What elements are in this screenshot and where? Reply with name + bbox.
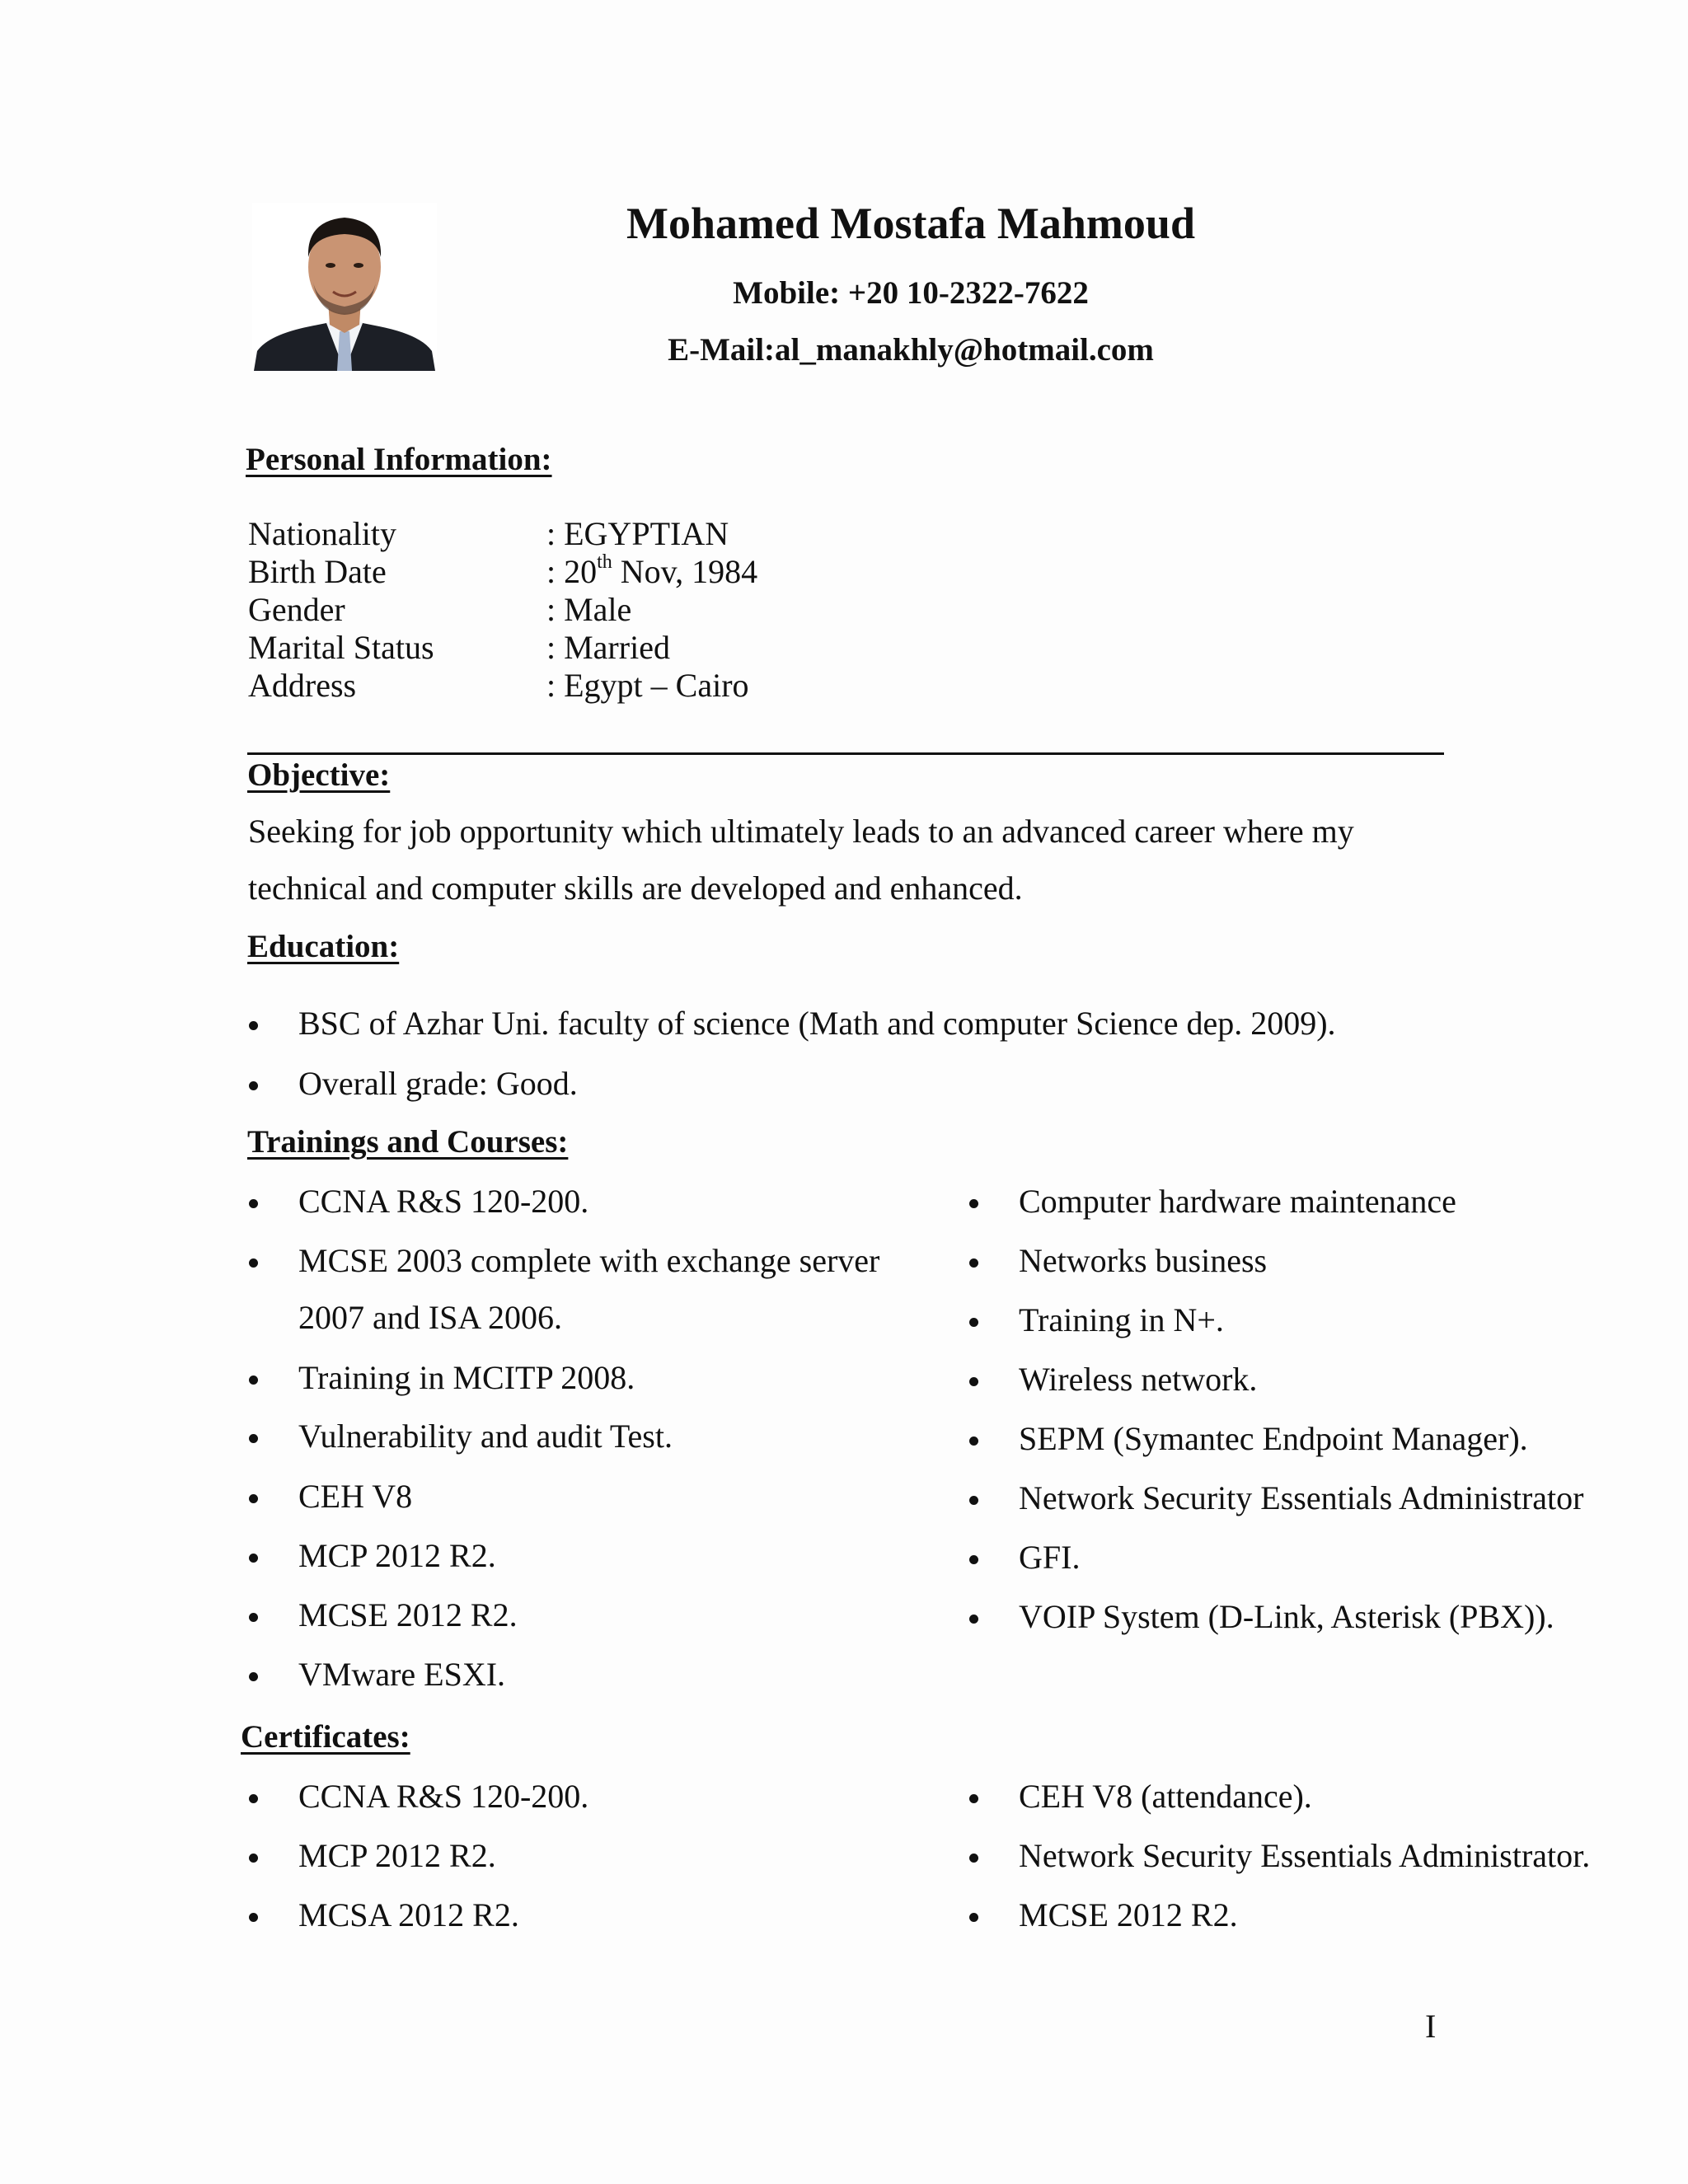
objective-heading: Objective:: [247, 757, 391, 793]
training-item: MCSE 2012 R2.: [298, 1596, 518, 1633]
training-item: Computer hardware maintenance: [1019, 1183, 1456, 1220]
info-label: Nationality: [248, 515, 396, 552]
email-address: E-Mail:al_manakhly@hotmail.com: [668, 332, 1154, 368]
bullet-icon: [249, 1672, 258, 1681]
info-label: Gender: [248, 591, 345, 628]
bullet-icon: [249, 1794, 258, 1803]
bullet-icon: [969, 1555, 978, 1564]
bullet-icon: [969, 1496, 978, 1505]
info-value: : EGYPTIAN: [546, 515, 729, 552]
certificate-item: MCSA 2012 R2.: [298, 1896, 519, 1933]
bullet-icon: [249, 1494, 258, 1503]
bullet-icon: [249, 1554, 258, 1563]
certificate-item: MCP 2012 R2.: [298, 1837, 496, 1874]
training-item-continuation: 2007 and ISA 2006.: [298, 1299, 562, 1336]
training-item: VOIP System (D-Link, Asterisk (PBX)).: [1019, 1598, 1554, 1635]
mobile-number: Mobile: +20 10-2322-7622: [733, 275, 1089, 311]
section-divider: [247, 752, 1444, 755]
education-heading: Education:: [247, 929, 400, 964]
info-value: [546, 553, 757, 591]
certificates-heading: Certificates:: [241, 1719, 410, 1755]
bullet-icon: [969, 1258, 978, 1268]
training-item: MCSE 2003 complete with exchange server: [298, 1242, 880, 1279]
bullet-icon: [969, 1199, 978, 1208]
bullet-icon: [249, 1081, 258, 1090]
birth-month-year: Nov, 1984: [612, 553, 758, 590]
objective-line-2: technical and computer skills are developed and enhanced.: [248, 869, 1023, 907]
bullet-icon: [249, 1913, 258, 1922]
page-number: I: [1425, 2008, 1437, 2045]
training-item: Wireless network.: [1019, 1361, 1258, 1398]
personal-info-heading: Personal Information:: [246, 442, 552, 477]
training-item: Network Security Essentials Administrator: [1019, 1479, 1584, 1516]
info-label: Marital Status: [248, 629, 434, 666]
certificate-item: MCSE 2012 R2.: [1019, 1896, 1238, 1933]
info-value: : Male: [546, 591, 632, 628]
bullet-icon: [969, 1794, 978, 1803]
bullet-icon: [249, 1258, 258, 1268]
training-item: VMware ESXI.: [298, 1656, 506, 1693]
training-item: Training in MCITP 2008.: [298, 1359, 635, 1396]
training-item: GFI.: [1019, 1539, 1081, 1576]
birth-day: : 20: [546, 553, 598, 590]
ordinal-suffix: th: [597, 551, 612, 573]
bullet-icon: [969, 1913, 978, 1922]
training-item: Vulnerability and audit Test.: [298, 1418, 673, 1455]
candidate-name: Mohamed Mostafa Mahmoud: [626, 199, 1195, 248]
info-label: Birth Date: [248, 553, 387, 590]
bullet-icon: [969, 1854, 978, 1863]
objective-line-1: Seeking for job opportunity which ultimately leads to an advanced career where my: [248, 813, 1354, 850]
bullet-icon: [249, 1199, 258, 1208]
bullet-icon: [249, 1021, 258, 1030]
training-item: MCP 2012 R2.: [298, 1537, 496, 1574]
training-item: Training in N+.: [1019, 1301, 1224, 1338]
bullet-icon: [249, 1376, 258, 1385]
bullet-icon: [249, 1854, 258, 1863]
training-item: SEPM (Symantec Endpoint Manager).: [1019, 1420, 1528, 1457]
bullet-icon: [969, 1436, 978, 1446]
education-item: BSC of Azhar Uni. faculty of science (Math and computer Science dep. 2009).: [298, 1005, 1336, 1042]
info-value: : Egypt – Cairo: [546, 667, 749, 704]
info-value: : Married: [546, 629, 670, 666]
bullet-icon: [969, 1318, 978, 1327]
bullet-icon: [969, 1615, 978, 1624]
bullet-icon: [249, 1613, 258, 1622]
trainings-heading: Trainings and Courses:: [247, 1124, 569, 1160]
education-item: Overall grade: Good.: [298, 1065, 578, 1102]
training-item: Networks business: [1019, 1242, 1268, 1279]
training-item: CCNA R&S 120-200.: [298, 1183, 589, 1220]
bullet-icon: [249, 1434, 258, 1443]
certificate-item: CEH V8 (attendance).: [1019, 1778, 1312, 1815]
certificate-item: Network Security Essentials Administrator.: [1019, 1837, 1591, 1874]
certificate-item: CCNA R&S 120-200.: [298, 1778, 589, 1815]
bullet-icon: [969, 1377, 978, 1386]
info-label: Address: [248, 667, 357, 704]
training-item: CEH V8: [298, 1478, 413, 1515]
